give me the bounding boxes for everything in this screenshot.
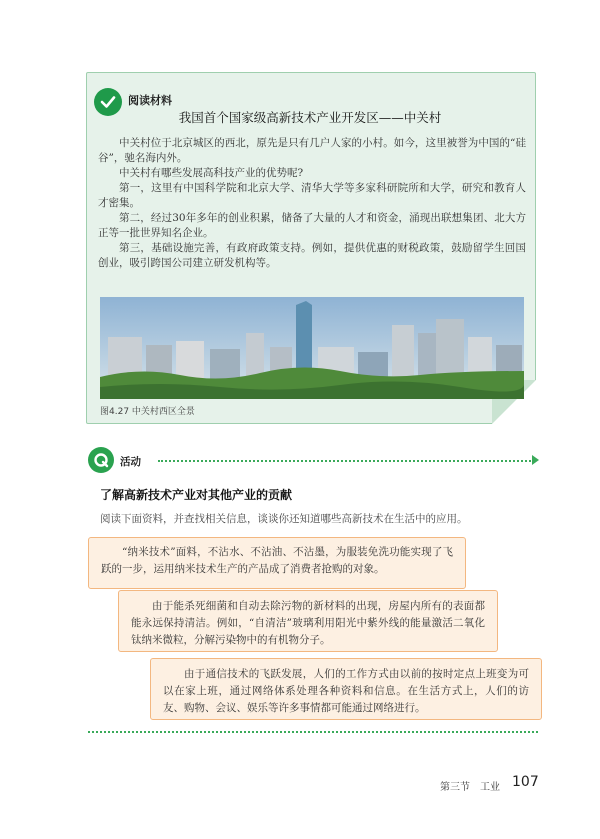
reading-body — [98, 136, 526, 271]
note-text: “纳米技术”面料，不沾水、不沾油、不沾墨，为服装免洗功能实现了飞跃的一步，运用纳米技术生产的产品成了消费者抢购的对象。 — [101, 546, 453, 575]
activity-title: 了解高新技术产业对其他产业的贡献 — [100, 488, 293, 502]
note-card — [118, 590, 498, 652]
note-text: 由于能杀死细菌和自动去除污物的新材料的出现，房屋内所有的表面都能永远保持清洁。例如，“自清洁”玻璃利用阳光中紫外线的能量激活二氧化钛纳米微粒，分解污染物中的有机物分子。 — [131, 600, 485, 646]
activity-instruction: 阅读下面资料，并查找相关信息，谈谈你还知道哪些高新技术在生活中的应用。 — [100, 513, 468, 525]
arrow-right-icon — [532, 455, 539, 465]
reading-paragraph: 第三，基础设施完善，有政府政策支持。例如，提供优惠的财税政策，鼓励留学生回国创业，吸引跨国公司建立研发机构等。 — [98, 242, 526, 269]
reading-paragraph: 第一，这里有中国科学院和北京大学、清华大学等多家科研院所和大学，研究和教育人才密集。 — [98, 182, 526, 209]
reading-paragraph: 第二，经过30年多年的创业积累，储备了大量的人才和资金，涌现出联想集团、北大方正等一批世界知名企业。 — [98, 212, 526, 239]
bottom-divider — [88, 731, 538, 733]
zhongguancun-panorama-photo — [100, 297, 524, 399]
figure-caption: 图4.27 中关村西区全景 — [100, 407, 195, 417]
footer-section-title: 第三节 工业 — [440, 782, 500, 793]
reading-title: 我国首个国家级高新技术产业开发区——中关村 — [178, 110, 442, 125]
page-number: 107 — [512, 774, 539, 790]
reading-paragraph: 中关村位于北京城区的西北，原先是只有几户人家的小村。如今，这里被誉为中国的“硅谷”，驰名海内外。 — [98, 137, 526, 164]
note-card — [88, 537, 466, 589]
activity-label: 活动 — [120, 456, 141, 468]
reading-material-label: 阅读材料 — [128, 94, 172, 107]
note-card — [150, 658, 542, 720]
reading-paragraph: 中关村有哪些发展高科技产业的优势呢? — [119, 167, 304, 179]
note-text: 由于通信技术的飞跃发展，人们的工作方式由以前的按时定点上班变为可以在家上班，通过网络体系处理各种资料和信息。在生活方式上，人们的访友、购物、会议、娱乐等许多事情都可能通过网络进行。 — [163, 668, 529, 714]
activity-icon — [88, 447, 114, 473]
activity-divider — [158, 460, 534, 462]
